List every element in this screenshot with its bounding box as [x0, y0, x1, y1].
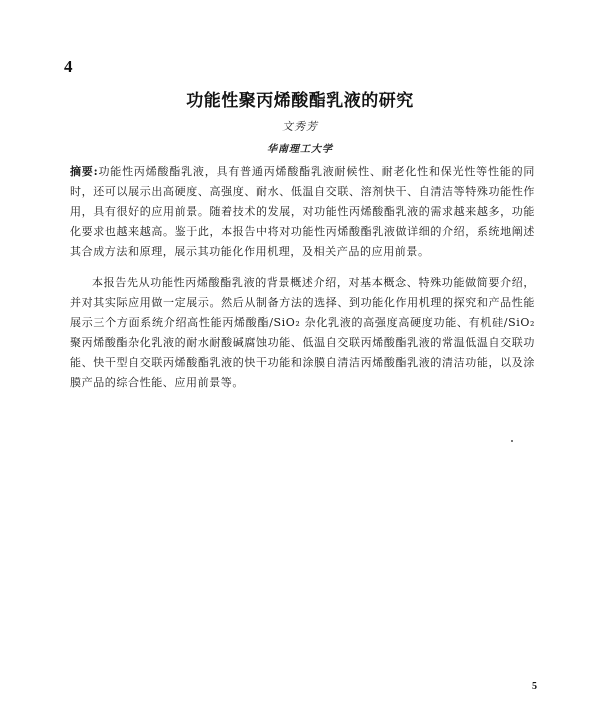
author-affiliation: 华南理工大学 [267, 144, 333, 155]
scan-speck [511, 440, 513, 442]
chapter-number: 4 [64, 57, 73, 76]
abstract-text: 功能性丙烯酸酯乳液，具有普通丙烯酸酯乳液耐候性、耐老化性和保光性等性能的同时，还可以展示出高硬度、高强度、耐水、低温自交联、溶剂快干、自清洁等特殊功能性作用，具有很好的应用前景。随着技术的发展，对功能性丙烯酸酯乳液的需求越来越多，功能化要求也越来越高。鉴于此，本报告中将对功能性丙烯酸酯乳液做详细的介绍，系统地阐述其合成方法和原理，展示其功能化作用机理，及相关产品的应用前景。 [70, 165, 535, 258]
body-paragraph: 本报告先从功能性丙烯酸酯乳液的背景概述介绍，对基本概念、特殊功能做简要介绍，并对其实际应用做一定展示。然后从制备方法的选择、到功能化作用机理的探究和产品性能展示三个方面系统介绍高性能丙烯酸酯/SiO₂ 杂化乳液的高强度高硬度功能、有机硅/SiO₂ 聚丙烯酸酯杂化乳液的耐水耐酸碱腐蚀功能、低温自交联丙烯酸酯乳液的常温低温自交联功能、快干型自交联丙烯酸酯乳液的快干功能和涂膜自清洁丙烯酸酯乳液的清洁功能，以及涂膜产品的综合性能、应用前景等。 [70, 276, 535, 389]
abstract-label: 摘要: [70, 165, 99, 178]
paper-title: 功能性聚丙烯酸酯乳液的研究 [186, 91, 414, 111]
page-number: 5 [532, 681, 537, 692]
abstract [70, 162, 535, 262]
author-name: 文秀芳 [282, 120, 318, 133]
